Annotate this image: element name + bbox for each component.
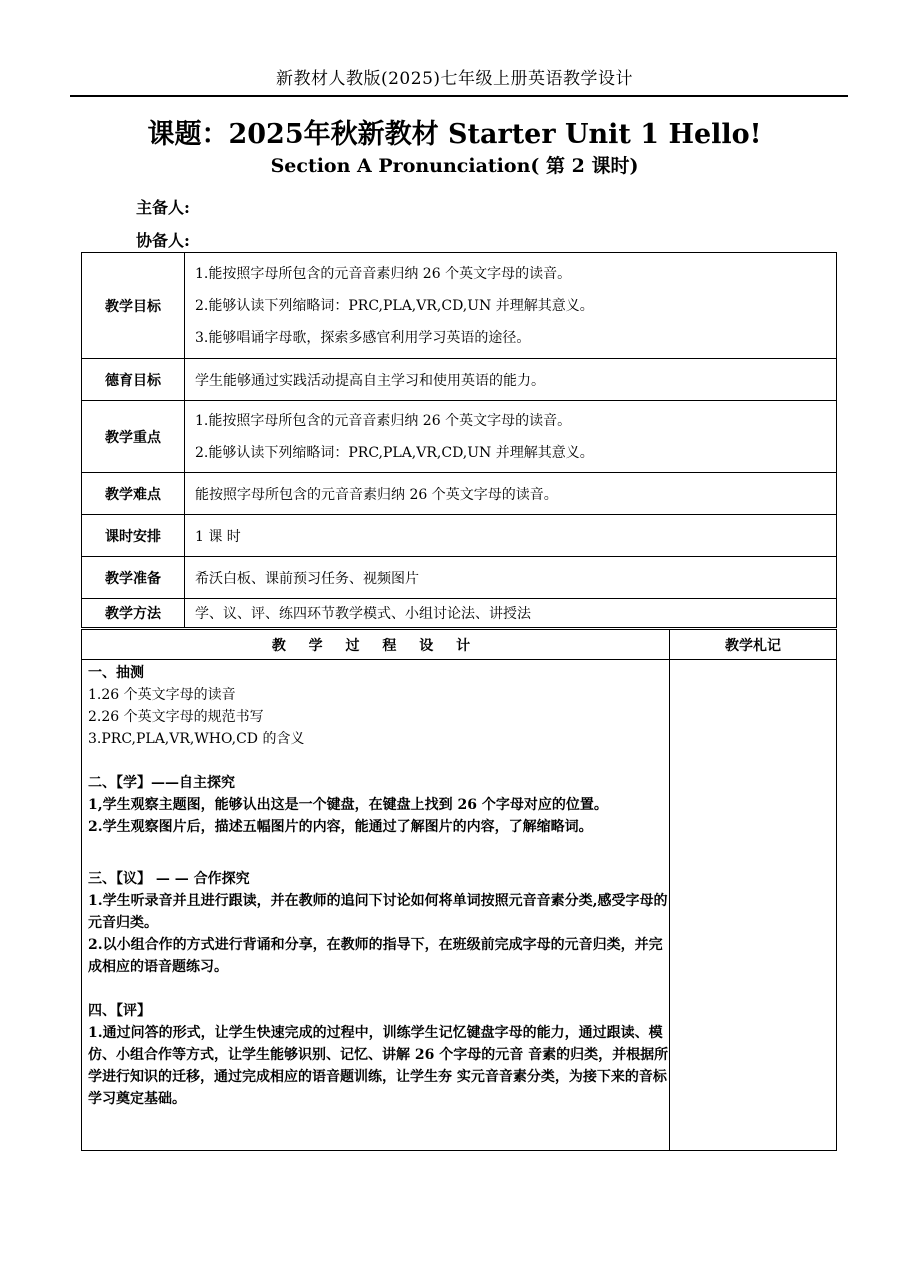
running-header: 新教材人教版(2025)七年级上册英语教学设计 xyxy=(275,69,634,89)
preparation-label: 教学准备 xyxy=(82,557,185,599)
section-item: 1.学生听录音并且进行跟读，并在教师的追问下讨论如何将单词按照元音音素分类,感受字母的元音归类。 xyxy=(88,893,668,931)
header-rule xyxy=(70,95,848,97)
objectives-content xyxy=(185,253,837,359)
section-item: 3.PRC,PLA,VR,WHO,CD 的含义 xyxy=(88,731,305,747)
section-title: 三、【议】 — — 合作探究 xyxy=(88,871,250,887)
moral-label: 德育目标 xyxy=(82,359,185,401)
spacer xyxy=(88,750,669,772)
spacer xyxy=(88,978,669,1000)
section-item: 1,学生观察主题图，能够认出这是一个键盘，在键盘上找到 26 个字母对应的位置。 xyxy=(88,797,608,813)
method-row xyxy=(82,599,837,628)
key-points-row xyxy=(82,401,837,473)
process-design-content xyxy=(82,660,670,1151)
schedule-content: 1 课 时 xyxy=(185,515,837,557)
key-point-line: 1.能按照字母所包含的元音音素归纳 26 个英文字母的读音。 xyxy=(195,412,572,429)
preparer-label: 主备人: xyxy=(136,198,190,217)
key-points-label: 教学重点 xyxy=(82,401,185,473)
difficulties-label: 教学难点 xyxy=(82,473,185,515)
spacer xyxy=(88,838,669,868)
schedule-label: 课时安排 xyxy=(82,515,185,557)
objective-line: 1.能按照字母所包含的元音音素归纳 26 个英文字母的读音。 xyxy=(195,265,572,282)
preparation-row xyxy=(82,557,837,599)
objective-line: 2.能够认读下列缩略词：PRC,PLA,VR,CD,UN 并理解其意义。 xyxy=(195,297,594,314)
section-item: 1.通过问答的形式，让学生快速完成的过程中，训练学生记忆键盘字母的能力，通过跟读、模仿、小组合作等方式，让学生能够识别、记忆、讲解 26 个字母的元音 音素的归类，并根据所学进行知识的迁移，通过完成相应的语音题训练，让学生夯 实元音音素分类，为接下来的音标学习奠定基础。 xyxy=(88,1025,669,1107)
preparation-content: 希沃白板、课前预习任务、视频图片 xyxy=(185,557,837,599)
method-content: 学、议、评、练四环节教学模式、小组讨论法、讲授法 xyxy=(185,599,837,628)
key-points-content xyxy=(185,401,837,473)
document-title: 课题：2025年秋新教材 Starter Unit 1 Hello! xyxy=(147,119,762,150)
section-title: 二、【学】——自主探究 xyxy=(88,775,235,791)
difficulties-content: 能按照字母所包含的元音音素归纳 26 个英文字母的读音。 xyxy=(185,473,837,515)
section-item: 2.学生观察图片后，描述五幅图片的内容，能通过了解图片的内容，了解缩略词。 xyxy=(88,819,593,835)
co-preparer-label: 协备人: xyxy=(136,231,190,250)
teaching-process-table xyxy=(81,629,837,1151)
process-body-row xyxy=(82,660,837,1151)
process-design-header: 教 学 过 程 设 计 xyxy=(82,630,670,660)
teaching-notes-header: 教学札记 xyxy=(670,630,837,660)
teaching-notes-content xyxy=(670,660,837,1151)
objectives-label: 教学目标 xyxy=(82,253,185,359)
section-title: 一、抽测 xyxy=(88,665,144,681)
objective-line: 3.能够唱诵字母歌，探索多感官利用学习英语的途径。 xyxy=(195,329,531,346)
moral-row xyxy=(82,359,837,401)
moral-content: 学生能够通过实践活动提高自主学习和使用英语的能力。 xyxy=(185,359,837,401)
document-subtitle: Section A Pronunciation( 第 2 课时) xyxy=(270,155,639,177)
method-label: 教学方法 xyxy=(82,599,185,628)
section-item: 1.26 个英文字母的读音 xyxy=(88,687,236,703)
section-item: 2.26 个英文字母的规范书写 xyxy=(88,709,264,725)
section-title: 四、【评】 xyxy=(88,1003,151,1019)
key-point-line: 2.能够认读下列缩略词：PRC,PLA,VR,CD,UN 并理解其意义。 xyxy=(195,444,594,461)
objectives-row xyxy=(82,253,837,359)
schedule-row xyxy=(82,515,837,557)
difficulties-row xyxy=(82,473,837,515)
process-header-row xyxy=(82,630,837,660)
section-item: 2.以小组合作的方式进行背诵和分享，在教师的指导下，在班级前完成字母的元音归类，并完成相应的语音题练习。 xyxy=(88,937,663,975)
lesson-info-table xyxy=(81,252,837,628)
